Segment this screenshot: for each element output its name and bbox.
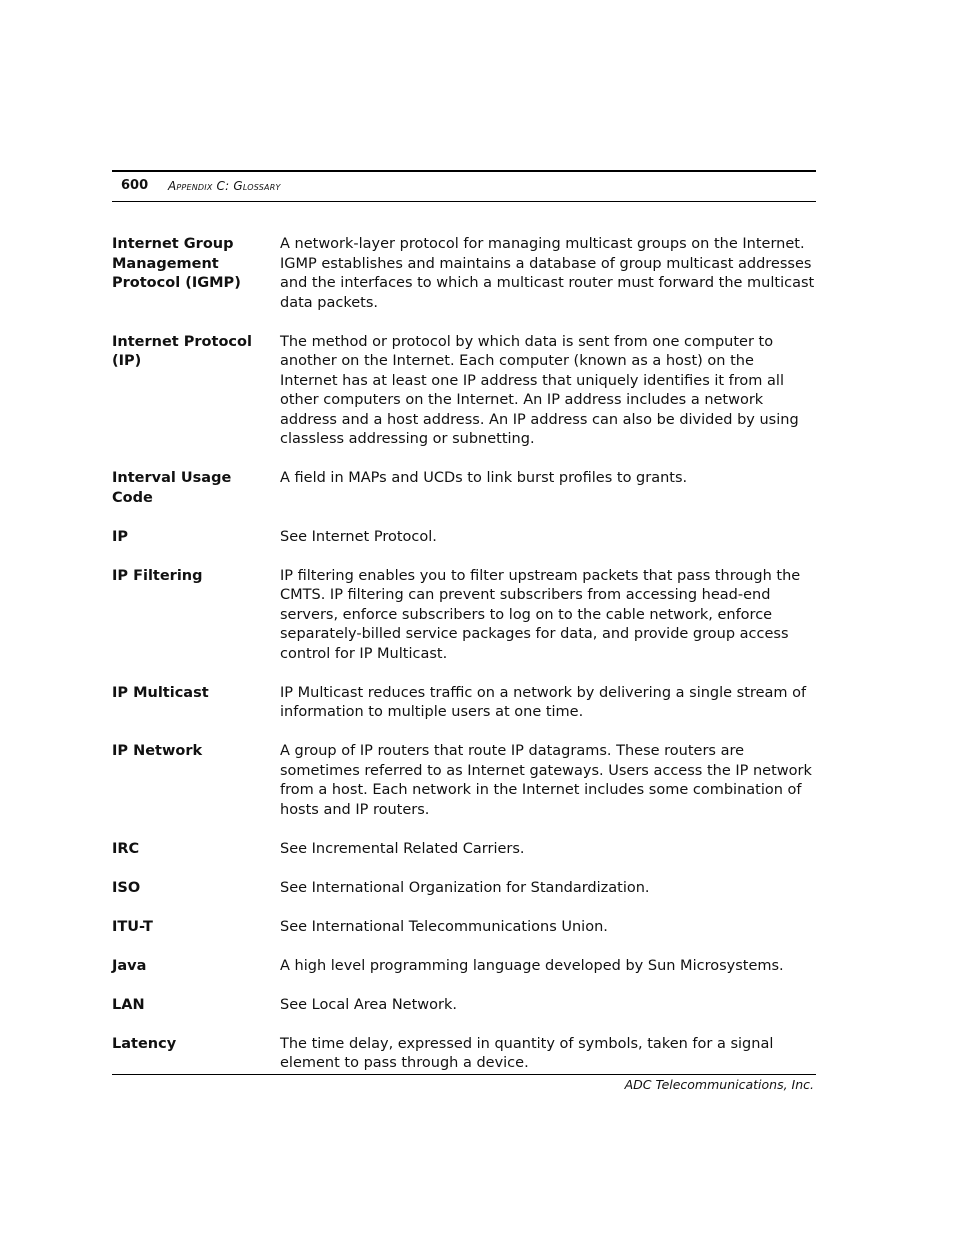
glossary-term: IP	[112, 528, 129, 545]
glossary-definition: See Internet Protocol.	[280, 528, 437, 545]
page-number: 600	[121, 178, 149, 193]
header-rule-top	[112, 170, 816, 172]
glossary-entry	[112, 1035, 816, 1074]
glossary-definition: A network-layer protocol for managing multicast groups on the Internet. IGMP establishes and maintains a database of group multicast addresses and the interfaces to which a multicast router must forward the multicast data packets.	[280, 236, 815, 311]
glossary-term: IP Filtering	[112, 567, 203, 584]
glossary-list	[112, 235, 816, 1093]
glossary-entry	[112, 684, 816, 723]
glossary-entry	[112, 235, 816, 313]
glossary-definition: A field in MAPs and UCDs to link burst profiles to grants.	[280, 470, 688, 486]
glossary-entry	[112, 469, 816, 508]
glossary-term: IP Multicast	[112, 684, 209, 701]
glossary-definition: See International Telecommunications Union.	[280, 918, 608, 935]
glossary-entry	[112, 957, 816, 977]
glossary-term: IP Network	[112, 743, 203, 759]
glossary-term: Internet Group Management Protocol (IGMP)	[112, 236, 241, 291]
glossary-definition: See International Organization for Standardization.	[280, 879, 650, 896]
glossary-definition: See Incremental Related Carriers.	[280, 840, 525, 857]
glossary-definition: See Local Area Network.	[280, 996, 457, 1013]
glossary-entry	[112, 333, 816, 450]
glossary-definition: IP filtering enables you to filter upstream packets that pass through the CMTS. IP filtering can prevent subscribers from accessing head-end servers, enforce subscribers to log on to the cable network, enforce separately-billed service packages for data, and provide group access control for IP Multicast.	[280, 567, 801, 662]
glossary-definition: IP Multicast reduces traffic on a network by delivering a single stream of information to multiple users at one time.	[280, 684, 807, 720]
glossary-term: Interval Usage Code	[112, 470, 232, 506]
running-title: Appendix C: Glossary	[168, 179, 281, 193]
glossary-term: LAN	[112, 996, 145, 1013]
glossary-entry	[112, 840, 816, 860]
glossary-term: Internet Protocol (IP)	[112, 333, 252, 369]
glossary-definition: A group of IP routers that route IP datagrams. These routers are sometimes referred to as Internet gateways. Users access the IP network from a host. Each network in the Internet includes some combination of hosts and IP routers.	[280, 743, 812, 818]
glossary-entry	[112, 742, 816, 820]
glossary-term: IRC	[112, 840, 140, 857]
footer-company: ADC Telecommunications, Inc.	[624, 1077, 814, 1092]
glossary-entry	[112, 879, 816, 899]
glossary-definition: The time delay, expressed in quantity of symbols, taken for a signal element to pass through a device.	[280, 1035, 774, 1071]
glossary-definition: The method or protocol by which data is sent from one computer to another on the Internet. Each computer (known as a host) on the Internet has at least one IP address that uniquely identifies it from all other computers on the Internet. An IP address includes a network address and a host address. An IP address can also be divided by using classless addressing or subnetting.	[280, 333, 799, 447]
footer-rule	[112, 1074, 816, 1075]
glossary-entry	[112, 996, 816, 1016]
glossary-entry	[112, 918, 816, 938]
glossary-entry	[112, 528, 816, 548]
glossary-term: Java	[112, 957, 147, 974]
glossary-entry	[112, 567, 816, 665]
header-rule-bottom	[112, 201, 816, 202]
glossary-term: ITU-T	[112, 918, 153, 935]
glossary-term: ISO	[112, 879, 141, 896]
glossary-definition: A high level programming language developed by Sun Microsystems.	[280, 957, 784, 974]
glossary-term: Latency	[112, 1035, 177, 1052]
